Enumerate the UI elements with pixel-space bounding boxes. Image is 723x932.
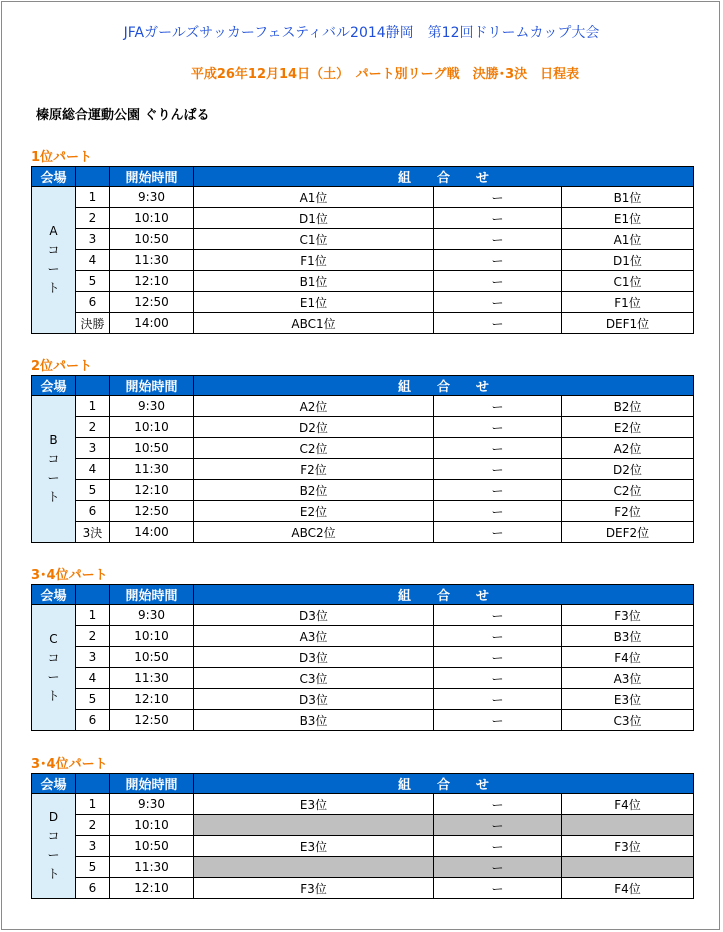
start-time: 12:50 bbox=[110, 710, 194, 731]
table-row bbox=[32, 836, 694, 857]
match-separator: ー bbox=[434, 668, 562, 689]
table-row bbox=[32, 501, 694, 522]
away-team: B3位 bbox=[562, 626, 694, 647]
away-team: F3位 bbox=[562, 836, 694, 857]
match-number: 5 bbox=[76, 480, 110, 501]
away-team: C3位 bbox=[562, 710, 694, 731]
away-team: DEF1位 bbox=[562, 313, 694, 334]
match-separator: ー bbox=[434, 794, 562, 815]
away-team: C2位 bbox=[562, 480, 694, 501]
header-venue: 会場 bbox=[32, 585, 76, 605]
home-team: ABC1位 bbox=[194, 313, 434, 334]
header-time: 開始時間 bbox=[110, 167, 194, 187]
home-team: F1位 bbox=[194, 250, 434, 271]
section-label: 3･4位パート bbox=[31, 757, 108, 772]
home-team: C3位 bbox=[194, 668, 434, 689]
away-team: F4位 bbox=[562, 647, 694, 668]
start-time: 12:50 bbox=[110, 501, 194, 522]
table-row bbox=[32, 459, 694, 480]
start-time: 10:10 bbox=[110, 417, 194, 438]
document-title: JFAガールズサッカーフェスティバル2014静岡 第12回ドリームカップ大会 bbox=[123, 25, 600, 41]
table-row bbox=[32, 522, 694, 543]
home-team bbox=[194, 857, 434, 878]
match-separator: ー bbox=[434, 229, 562, 250]
court-char: ー bbox=[47, 262, 60, 276]
match-number: 6 bbox=[76, 710, 110, 731]
start-time: 9:30 bbox=[110, 794, 194, 815]
home-team: D1位 bbox=[194, 208, 434, 229]
court-char: コ bbox=[47, 650, 60, 665]
document-subtitle: 平成26年12月14日（土） パート別リーグ戦 決勝･3決 日程表 bbox=[190, 67, 580, 82]
header-match: 組 合 せ bbox=[194, 585, 694, 605]
start-time: 11:30 bbox=[110, 857, 194, 878]
match-number: 1 bbox=[76, 605, 110, 626]
match-separator: ー bbox=[434, 396, 562, 417]
start-time: 12:10 bbox=[110, 689, 194, 710]
header-time: 開始時間 bbox=[110, 376, 194, 396]
away-team: F2位 bbox=[562, 501, 694, 522]
schedule-section bbox=[31, 568, 693, 731]
table-row bbox=[32, 250, 694, 271]
start-time: 10:50 bbox=[110, 647, 194, 668]
start-time: 9:30 bbox=[110, 396, 194, 417]
court-char: ー bbox=[47, 471, 60, 485]
match-separator: ー bbox=[434, 292, 562, 313]
away-team: E1位 bbox=[562, 208, 694, 229]
match-separator: ー bbox=[434, 208, 562, 229]
schedule-section bbox=[31, 757, 693, 899]
match-separator: ー bbox=[434, 187, 562, 208]
home-team bbox=[194, 815, 434, 836]
home-team: F2位 bbox=[194, 459, 434, 480]
header-venue: 会場 bbox=[32, 167, 76, 187]
away-team: D2位 bbox=[562, 459, 694, 480]
table-row bbox=[32, 668, 694, 689]
start-time: 10:50 bbox=[110, 229, 194, 250]
match-separator: ー bbox=[434, 626, 562, 647]
table-row bbox=[32, 292, 694, 313]
start-time: 9:30 bbox=[110, 605, 194, 626]
table-header-row bbox=[32, 167, 694, 187]
home-team: E3位 bbox=[194, 836, 434, 857]
match-separator: ー bbox=[434, 710, 562, 731]
court-label bbox=[32, 396, 76, 543]
table-row bbox=[32, 271, 694, 292]
schedule-table bbox=[31, 773, 694, 899]
match-separator: ー bbox=[434, 501, 562, 522]
away-team: A2位 bbox=[562, 438, 694, 459]
court-char: A bbox=[49, 224, 58, 238]
table-header-row bbox=[32, 585, 694, 605]
home-team: E3位 bbox=[194, 794, 434, 815]
table-row bbox=[32, 794, 694, 815]
start-time: 11:30 bbox=[110, 459, 194, 480]
start-time: 10:50 bbox=[110, 836, 194, 857]
away-team bbox=[562, 857, 694, 878]
match-number: 決勝 bbox=[76, 313, 110, 334]
court-char: コ bbox=[47, 829, 60, 843]
start-time: 12:10 bbox=[110, 878, 194, 899]
away-team: A1位 bbox=[562, 229, 694, 250]
table-row bbox=[32, 710, 694, 731]
header-time: 開始時間 bbox=[110, 585, 194, 605]
match-separator: ー bbox=[434, 313, 562, 334]
match-separator: ー bbox=[434, 647, 562, 668]
court-char: D bbox=[48, 810, 59, 824]
home-team: C2位 bbox=[194, 438, 434, 459]
table-row bbox=[32, 605, 694, 626]
start-time: 12:10 bbox=[110, 271, 194, 292]
away-team: D1位 bbox=[562, 250, 694, 271]
table-row bbox=[32, 313, 694, 334]
court-char: コ bbox=[47, 452, 60, 466]
start-time: 14:00 bbox=[110, 522, 194, 543]
start-time: 14:00 bbox=[110, 313, 194, 334]
match-number: 6 bbox=[76, 878, 110, 899]
match-number: 4 bbox=[76, 250, 110, 271]
court-char: ト bbox=[47, 281, 60, 295]
home-team: F3位 bbox=[194, 878, 434, 899]
court-char: C bbox=[49, 631, 58, 646]
away-team: B1位 bbox=[562, 187, 694, 208]
home-team: B3位 bbox=[194, 710, 434, 731]
table-row bbox=[32, 417, 694, 438]
home-team: D3位 bbox=[194, 689, 434, 710]
match-separator: ー bbox=[434, 605, 562, 626]
table-row bbox=[32, 857, 694, 878]
start-time: 10:50 bbox=[110, 438, 194, 459]
away-team: C1位 bbox=[562, 271, 694, 292]
home-team: B1位 bbox=[194, 271, 434, 292]
home-team: A1位 bbox=[194, 187, 434, 208]
match-number: 2 bbox=[76, 417, 110, 438]
match-separator: ー bbox=[434, 459, 562, 480]
match-separator: ー bbox=[434, 857, 562, 878]
home-team: E2位 bbox=[194, 501, 434, 522]
section-label: 3･4位パート bbox=[31, 568, 108, 583]
match-separator: ー bbox=[434, 438, 562, 459]
home-team: D2位 bbox=[194, 417, 434, 438]
table-row bbox=[32, 480, 694, 501]
court-label bbox=[32, 794, 76, 899]
match-number: 3 bbox=[76, 438, 110, 459]
away-team: F4位 bbox=[562, 878, 694, 899]
table-row bbox=[32, 815, 694, 836]
match-number: 5 bbox=[76, 857, 110, 878]
header-time: 開始時間 bbox=[110, 774, 194, 794]
court-label bbox=[32, 187, 76, 334]
start-time: 10:10 bbox=[110, 815, 194, 836]
match-number: 1 bbox=[76, 794, 110, 815]
header-blank bbox=[76, 167, 110, 187]
schedule-table bbox=[31, 166, 694, 334]
header-match: 組 合 せ bbox=[194, 167, 694, 187]
court-char: ト bbox=[47, 688, 60, 703]
match-number: 6 bbox=[76, 292, 110, 313]
start-time: 9:30 bbox=[110, 187, 194, 208]
schedule-table bbox=[31, 584, 694, 731]
match-number: 5 bbox=[76, 689, 110, 710]
table-header-row bbox=[32, 376, 694, 396]
header-blank bbox=[76, 774, 110, 794]
match-number: 3 bbox=[76, 229, 110, 250]
away-team bbox=[562, 815, 694, 836]
header-venue: 会場 bbox=[32, 376, 76, 396]
match-separator: ー bbox=[434, 836, 562, 857]
match-separator: ー bbox=[434, 271, 562, 292]
header-blank bbox=[76, 585, 110, 605]
table-row bbox=[32, 187, 694, 208]
match-separator: ー bbox=[434, 250, 562, 271]
table-row bbox=[32, 647, 694, 668]
home-team: A2位 bbox=[194, 396, 434, 417]
away-team: F1位 bbox=[562, 292, 694, 313]
court-char: ト bbox=[47, 867, 60, 881]
start-time: 11:30 bbox=[110, 250, 194, 271]
table-row bbox=[32, 396, 694, 417]
table-row bbox=[32, 229, 694, 250]
start-time: 11:30 bbox=[110, 668, 194, 689]
match-number: 3 bbox=[76, 647, 110, 668]
match-separator: ー bbox=[434, 878, 562, 899]
home-team: ABC2位 bbox=[194, 522, 434, 543]
table-row bbox=[32, 438, 694, 459]
table-header-row bbox=[32, 774, 694, 794]
away-team: E3位 bbox=[562, 689, 694, 710]
court-char: コ bbox=[47, 243, 60, 257]
match-number: 2 bbox=[76, 815, 110, 836]
match-number: 2 bbox=[76, 208, 110, 229]
start-time: 10:10 bbox=[110, 208, 194, 229]
schedule-section bbox=[31, 359, 693, 543]
match-separator: ー bbox=[434, 417, 562, 438]
match-separator: ー bbox=[434, 689, 562, 710]
header-blank bbox=[76, 376, 110, 396]
section-label: 1位パート bbox=[31, 150, 93, 165]
court-char: B bbox=[49, 433, 58, 447]
section-label: 2位パート bbox=[31, 359, 93, 374]
court-char: ト bbox=[47, 490, 60, 504]
match-number: 4 bbox=[76, 668, 110, 689]
match-number: 3決 bbox=[76, 522, 110, 543]
table-row bbox=[32, 878, 694, 899]
match-number: 1 bbox=[76, 187, 110, 208]
header-match: 組 合 せ bbox=[194, 774, 694, 794]
home-team: A3位 bbox=[194, 626, 434, 647]
header-match: 組 合 せ bbox=[194, 376, 694, 396]
away-team: DEF2位 bbox=[562, 522, 694, 543]
table-row bbox=[32, 626, 694, 647]
match-number: 5 bbox=[76, 271, 110, 292]
table-row bbox=[32, 689, 694, 710]
home-team: E1位 bbox=[194, 292, 434, 313]
venue-name: 榛原総合運動公園 ぐりんぱる bbox=[36, 108, 210, 123]
start-time: 10:10 bbox=[110, 626, 194, 647]
away-team: A3位 bbox=[562, 668, 694, 689]
match-number: 1 bbox=[76, 396, 110, 417]
away-team: F4位 bbox=[562, 794, 694, 815]
start-time: 12:10 bbox=[110, 480, 194, 501]
away-team: E2位 bbox=[562, 417, 694, 438]
match-separator: ー bbox=[434, 815, 562, 836]
home-team: D3位 bbox=[194, 605, 434, 626]
start-time: 12:50 bbox=[110, 292, 194, 313]
match-number: 6 bbox=[76, 501, 110, 522]
home-team: C1位 bbox=[194, 229, 434, 250]
table-row bbox=[32, 208, 694, 229]
header-venue: 会場 bbox=[32, 774, 76, 794]
court-char: ー bbox=[47, 848, 60, 862]
home-team: D3位 bbox=[194, 647, 434, 668]
match-number: 3 bbox=[76, 836, 110, 857]
home-team: B2位 bbox=[194, 480, 434, 501]
match-separator: ー bbox=[434, 522, 562, 543]
schedule-section bbox=[31, 150, 693, 334]
match-separator: ー bbox=[434, 480, 562, 501]
away-team: B2位 bbox=[562, 396, 694, 417]
court-char: ー bbox=[47, 669, 60, 684]
away-team: F3位 bbox=[562, 605, 694, 626]
match-number: 4 bbox=[76, 459, 110, 480]
court-label bbox=[32, 605, 76, 731]
match-number: 2 bbox=[76, 626, 110, 647]
schedule-table bbox=[31, 375, 694, 543]
